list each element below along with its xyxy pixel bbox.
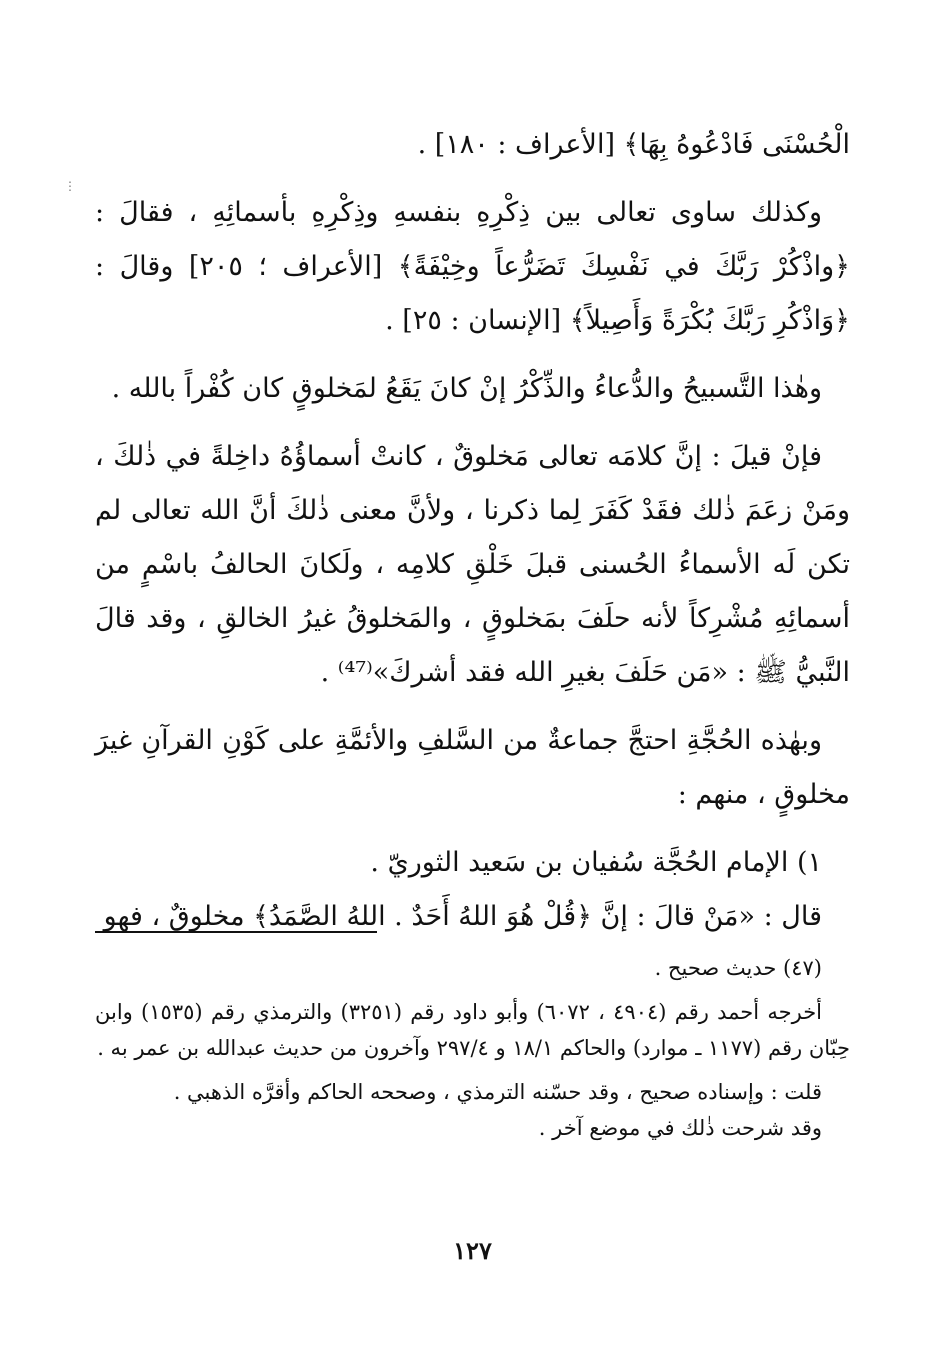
paragraph-argument: وبهٰذه الحُجَّةِ احتجَّ جماعةٌ من السَّلفِ والأئمَّةِ على كَوْنِ القرآنِ غيرَ مخلوقٍ ، منهم :	[95, 725, 850, 810]
main-text	[95, 118, 850, 944]
list-item-sufyan: ١) الإمام الحُجَّة سُفيان بن سَعيد الثوريّ .	[370, 847, 822, 878]
footnote-separator	[95, 931, 377, 933]
footnotes	[95, 950, 850, 1146]
paragraph-objection: فإنْ قيلَ : إنَّ كلامَه تعالى مَخلوقٌ ، كانتْ أسماؤُهُ داخِلةً في ذٰلكَ ، ومَنْ زعَمَ ذٰلك فقَدْ كَفَرَ لِما ذكرنا ، ولأنَّ معنى ذٰلكَ أنَّ الله تعالى لم تكن لَه الأسماءُ الحُسنى قبلَ خَلْقِ كلامِه ، ولَكانَ الحالفُ باسْمٍ من أسمائِهِ مُشْرِكاً لأنه حلَفَ بمَخلوقٍ ، والمَخلوقُ غيرُ الخالقِ ، وقد قالَ النَّبيُّ ﷺ : «مَن حَلَفَ بغيرِ الله فقد أشركَ»⁽⁴⁷⁾ .	[95, 441, 850, 688]
margin-dots: ⋮	[64, 179, 76, 193]
page-number: ١٢٧	[453, 1236, 492, 1265]
footnote-reference: وقد شرحت ذٰلك في موضع آخر .	[538, 1116, 822, 1140]
footnote-comment: قلت : وإسناده صحيح ، وقد حسّنه الترمذي ، وصححه الحاكم وأقرَّه الذهبي .	[173, 1080, 822, 1104]
paragraph-verse-ending: الْحُسْنَى فَادْعُوهُ بِهَا﴾ [الأعراف : ١٨٠] .	[417, 129, 850, 160]
paragraph-tasbih: وهٰذا التَّسبيحُ والدُّعاءُ والذِّكْرُ إنْ كانَ يَقَعُ لمَخلوقٍ كان كُفْراً بالله .	[111, 373, 822, 404]
paragraph-dhikr: وكذلك ساوى تعالى بين ذِكْرِهِ بنفسهِ وذِكْرِهِ بأسمائِهِ ، فقالَ : ﴿واذْكُرْ رَبَّكَ في نَفْسِكَ تَضَرُّعاً وخِيْفَةً﴾ [الأعراف ؛ ٢٠٥] وقالَ : ﴿وَاذْكُرِ رَبَّكَ بُكْرَةً وَأَصِيلاً﴾ [الإنسان : ٢٥] .	[95, 197, 850, 336]
paragraph-quote: قال : «مَنْ قالَ : إنَّ ﴿قُلْ هُوَ اللهُ أَحَدٌ . اللهُ الصَّمَدُ﴾ مخلوقٌ ، فهو	[103, 901, 822, 932]
footnote-takhrij: أخرجه أحمد رقم (٤٩٠٤ ، ٦٠٧٢) وأبو داود رقم (٣٢٥١) والترمذي رقم (١٥٣٥) وابن حِبّان رقم (١١٧٧ ـ موارد) والحاكم ١٨/١ و ٢٩٧/٤ وآخرون من حديث عبدالله بن عمر به .	[95, 1000, 850, 1060]
footnote-heading: (٤٧) حديث صحيح .	[654, 956, 822, 980]
